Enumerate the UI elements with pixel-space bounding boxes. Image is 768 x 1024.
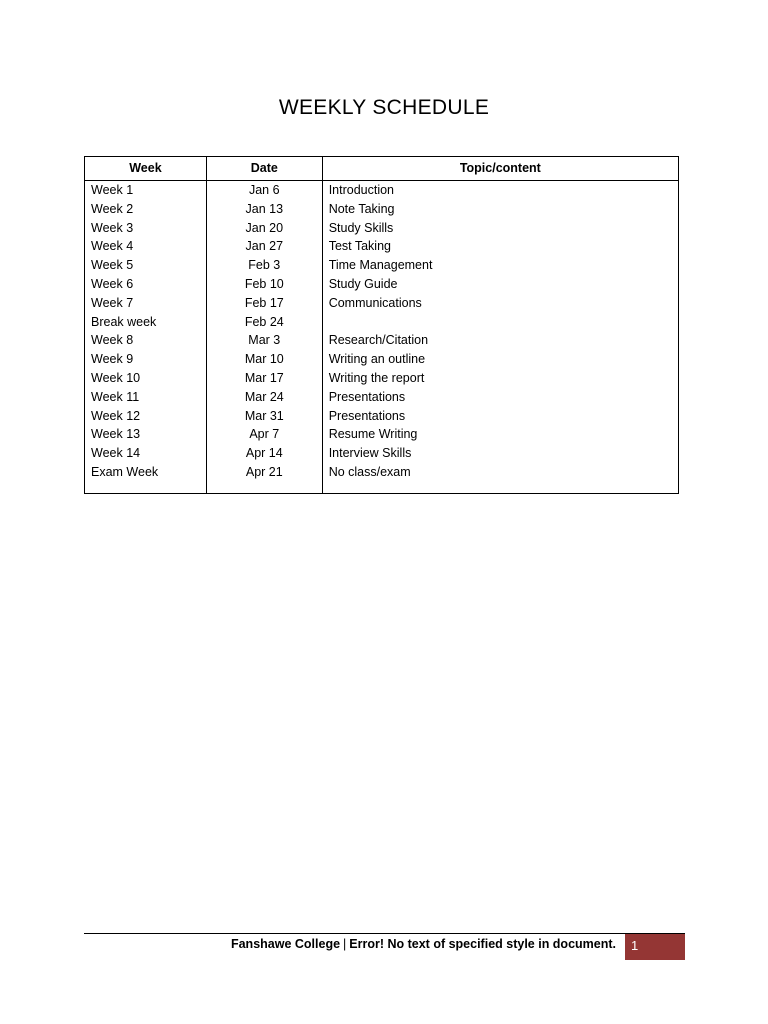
cell-week: Week 4	[85, 237, 207, 256]
cell-topic: Note Taking	[322, 200, 678, 219]
cell-date: Jan 27	[206, 237, 322, 256]
cell-topic: Writing the report	[322, 369, 678, 388]
cell-week: Week 13	[85, 425, 207, 444]
table-row	[85, 219, 679, 238]
cell-week: Week 12	[85, 407, 207, 426]
table-row	[85, 181, 679, 200]
cell-week: Exam Week	[85, 463, 207, 494]
table-row	[85, 313, 679, 332]
cell-topic: Communications	[322, 294, 678, 313]
footer-college: Fanshawe College	[230, 937, 341, 951]
cell-date: Mar 17	[206, 369, 322, 388]
table-row	[85, 275, 679, 294]
cell-week: Week 14	[85, 444, 207, 463]
footer-text	[231, 937, 616, 951]
footer-separator: |	[343, 937, 347, 951]
table-row	[85, 463, 679, 494]
cell-topic	[322, 313, 678, 332]
cell-week: Week 7	[85, 294, 207, 313]
cell-topic: Time Management	[322, 256, 678, 275]
cell-topic: Writing an outline	[322, 350, 678, 369]
table-row	[85, 425, 679, 444]
cell-topic: Introduction	[322, 181, 678, 200]
table-header-row	[85, 157, 679, 181]
cell-date: Feb 10	[206, 275, 322, 294]
cell-topic: Presentations	[322, 388, 678, 407]
footer-divider	[84, 933, 685, 934]
cell-week: Week 10	[85, 369, 207, 388]
table-row	[85, 388, 679, 407]
cell-week: Break week	[85, 313, 207, 332]
cell-date: Mar 3	[206, 331, 322, 350]
table-row	[85, 331, 679, 350]
schedule-table	[84, 156, 679, 494]
cell-date: Feb 3	[206, 256, 322, 275]
cell-date: Mar 31	[206, 407, 322, 426]
table-row	[85, 237, 679, 256]
cell-topic: Resume Writing	[322, 425, 678, 444]
cell-week: Week 9	[85, 350, 207, 369]
cell-week: Week 6	[85, 275, 207, 294]
cell-topic: Interview Skills	[322, 444, 678, 463]
cell-week: Week 8	[85, 331, 207, 350]
cell-date: Feb 24	[206, 313, 322, 332]
table-row	[85, 200, 679, 219]
cell-week: Week 3	[85, 219, 207, 238]
cell-topic: Study Skills	[322, 219, 678, 238]
table-row	[85, 444, 679, 463]
table-row	[85, 369, 679, 388]
table-row	[85, 256, 679, 275]
cell-topic: Research/Citation	[322, 331, 678, 350]
cell-date: Jan 20	[206, 219, 322, 238]
table-row	[85, 407, 679, 426]
cell-date: Mar 10	[206, 350, 322, 369]
column-header-date: Date	[206, 157, 322, 181]
table-row	[85, 350, 679, 369]
cell-date: Apr 14	[206, 444, 322, 463]
cell-week: Week 2	[85, 200, 207, 219]
cell-topic: Presentations	[322, 407, 678, 426]
page-number-badge: 1	[625, 934, 685, 960]
cell-date: Apr 7	[206, 425, 322, 444]
cell-date: Feb 17	[206, 294, 322, 313]
table-row	[85, 294, 679, 313]
cell-week: Week 11	[85, 388, 207, 407]
cell-topic: Study Guide	[322, 275, 678, 294]
column-header-topic: Topic/content	[322, 157, 678, 181]
footer-error-text: Error! No text of specified style in document.	[349, 937, 616, 951]
cell-topic: No class/exam	[322, 463, 678, 494]
cell-topic: Test Taking	[322, 237, 678, 256]
cell-date: Jan 6	[206, 181, 322, 200]
cell-date: Apr 21	[206, 463, 322, 494]
cell-date: Jan 13	[206, 200, 322, 219]
cell-date: Mar 24	[206, 388, 322, 407]
cell-week: Week 5	[85, 256, 207, 275]
page-title: WEEKLY SCHEDULE	[278, 96, 490, 119]
cell-week: Week 1	[85, 181, 207, 200]
column-header-week: Week	[85, 157, 207, 181]
